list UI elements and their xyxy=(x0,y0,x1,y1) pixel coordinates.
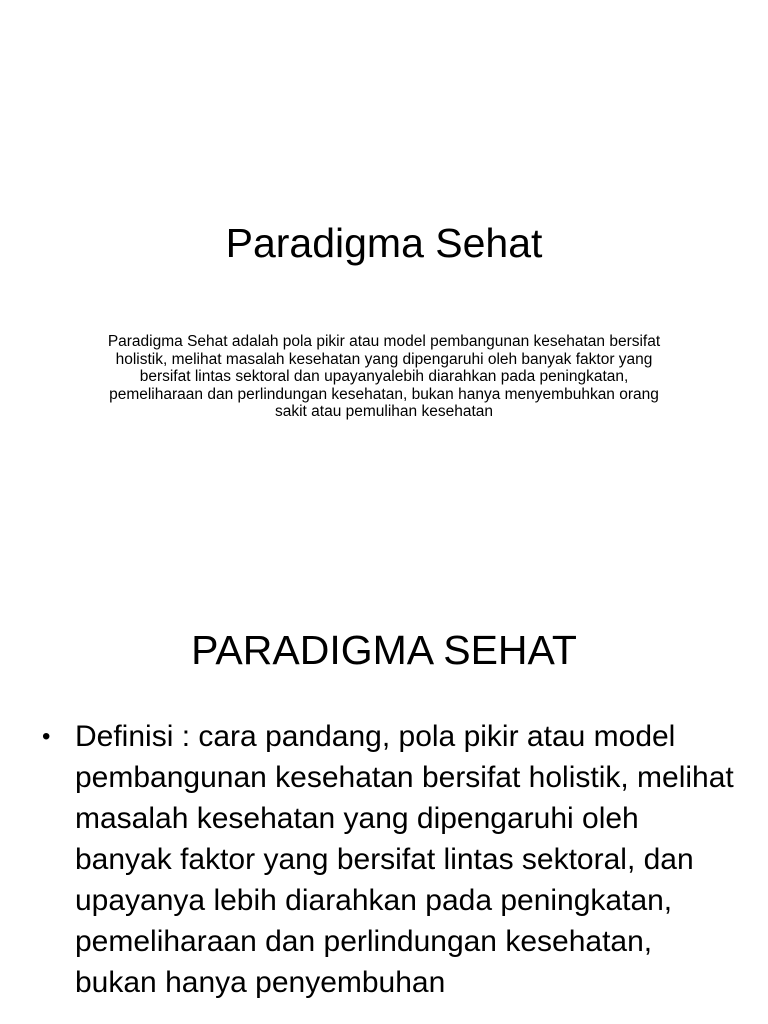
slide-2 xyxy=(0,576,768,1024)
slide-1-title: Paradigma Sehat xyxy=(225,220,543,266)
slide-1-body: Paradigma Sehat adalah pola pikir atau model pembangunan kesehatan bersifat holistik, melihat masalah kesehatan yang dipengaruhi oleh banyak faktor yang bersifat lintas sektoral dan upayanyalebih diarahkan pada peningkatan, pemeliharaan dan perlindungan kesehatan, bukan hanya menyembuhkan orang sakit atau pemulihan kesehatan xyxy=(107,333,661,420)
bullet-icon: • xyxy=(42,723,51,750)
bullet-item xyxy=(40,716,740,1003)
bullet-text: Definisi : cara pandang, pola pikir atau model pembangunan kesehatan bersifat holistik, melihat masalah kesehatan yang dipengaruhi oleh banyak faktor yang bersifat lintas sektoral, dan upayanya lebih diarahkan pada peningkatan, pemeliharaan dan perlindungan kesehatan, bukan hanya penyembuhan xyxy=(75,720,734,999)
slide-2-title: PARADIGMA SEHAT xyxy=(191,627,577,673)
bullet-list xyxy=(40,716,740,1003)
